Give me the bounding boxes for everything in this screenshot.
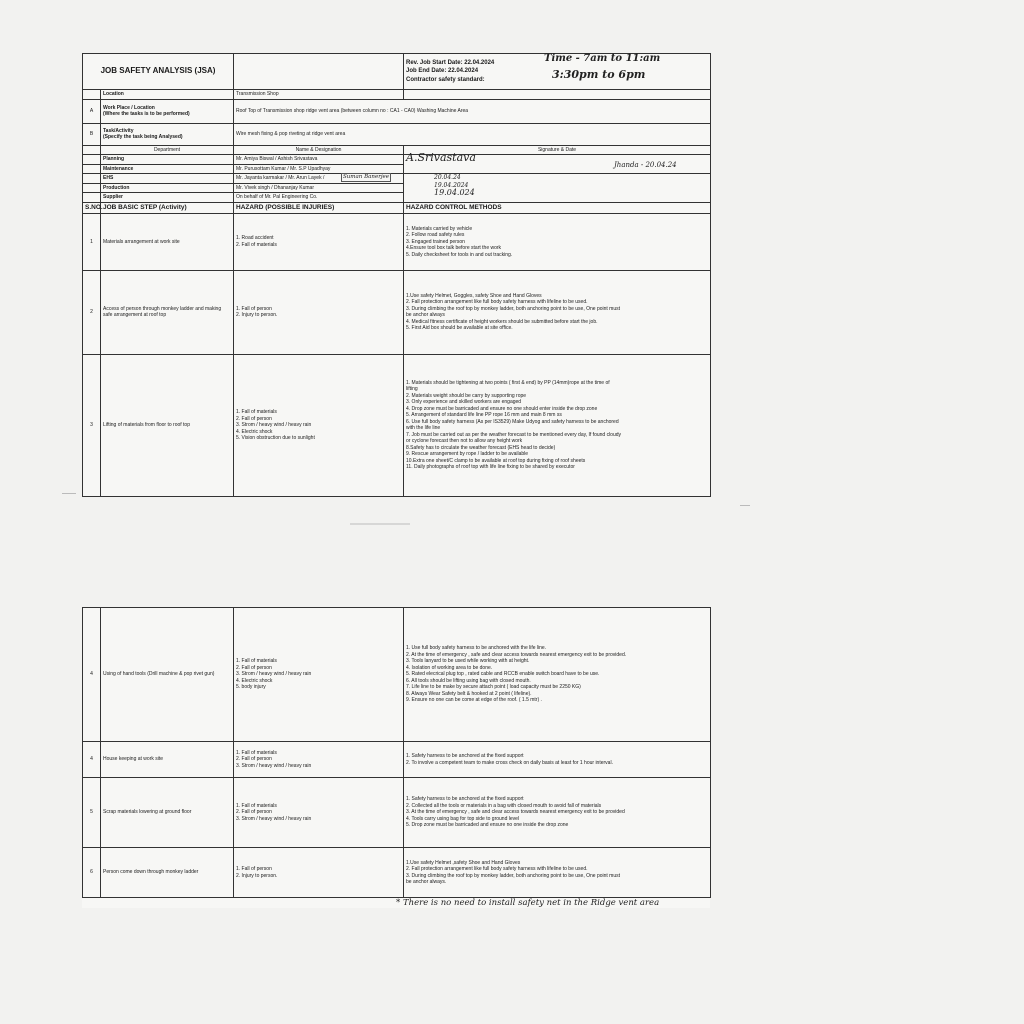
hazard-item: 2. Fall of person bbox=[236, 756, 272, 763]
scan-mark bbox=[350, 523, 410, 525]
signature-production: 19.04.2024 bbox=[434, 182, 469, 189]
table-row bbox=[83, 848, 711, 898]
jsa-sheet-page-1 bbox=[82, 53, 710, 497]
step-hazards bbox=[234, 270, 404, 354]
row-a-number: A bbox=[83, 99, 101, 123]
step-activity: Person come down through monkey ladder bbox=[101, 848, 234, 898]
name-maintenance: Mr. Purusottam Kumar / Mr. S.P Upadhyay bbox=[234, 164, 404, 174]
name-ehs bbox=[234, 174, 404, 184]
signature-planning: A.Srivastava bbox=[406, 151, 476, 164]
control-item: 11. Daily photographs of roof top with life line fixing to be shared by executor bbox=[406, 464, 575, 471]
control-item: 5. First Aid box should be available at site office. bbox=[406, 325, 513, 332]
hazard-item: 2. Fall of person bbox=[236, 809, 272, 816]
step-controls bbox=[404, 608, 711, 742]
scan-mark bbox=[740, 505, 750, 506]
hazard-item: 1. Fall of person bbox=[236, 305, 272, 312]
jsa-title: JOB SAFETY ANALYSIS (JSA) bbox=[83, 54, 234, 90]
hazard-item: 2. Fall of materials bbox=[236, 241, 277, 248]
table-row bbox=[83, 778, 711, 848]
control-item: 1. Materials carried by vehicle bbox=[406, 225, 473, 232]
control-item: be anchor always. bbox=[406, 879, 447, 885]
step-activity: Scrap materials lowering at ground floor bbox=[101, 778, 234, 848]
step-number: 6 bbox=[83, 848, 101, 898]
location-no-cell bbox=[83, 90, 101, 100]
task-label bbox=[101, 123, 234, 145]
step-activity: Using of hand tools (Drill machine & pop rivet gun) bbox=[101, 608, 234, 742]
control-item: 1. Safety harness to be anchored at the fixed support bbox=[406, 753, 524, 759]
step-number: 4 bbox=[83, 608, 101, 742]
step-controls bbox=[404, 213, 711, 270]
workplace-label-line2: (Where the tasks is to be performed) bbox=[103, 111, 190, 117]
location-value: Transmission Shop bbox=[234, 90, 404, 100]
control-item: 1. Safety harness to be anchored at the fixed support bbox=[406, 796, 524, 803]
control-item: 10.Extra one sheet/C clamp to be available at roof top during fixing of roof sheets bbox=[406, 457, 586, 464]
contractor-standard: Contractor safety standard: bbox=[406, 76, 485, 83]
table-row bbox=[83, 742, 711, 778]
control-item: 5. Daily checksheet for tools in and out tracking. bbox=[406, 251, 513, 258]
hazard-item: 1. Fall of person bbox=[236, 866, 272, 872]
control-item: 7. Life line to be make by secure attach point ( load capacity must be 2250 KG) bbox=[406, 684, 581, 691]
sign-col-header: Signature & Date bbox=[404, 145, 711, 155]
control-item: 3. During climbing the roof top by monkey ladder, both anchoring point to be use, One point must bbox=[406, 872, 621, 879]
control-item: 2. Fall protection arrangement like full body safety harness with lifeline to be used. bbox=[406, 299, 588, 306]
dept-row-blank bbox=[83, 164, 101, 174]
control-item: or cyclone forecast then not to allow any height work bbox=[406, 438, 523, 445]
signature-supplier: 19.04.024 bbox=[434, 188, 475, 197]
control-item: 5. Drop zone must be barricaded and ensure no one inside the drop zone bbox=[406, 822, 569, 829]
control-item: 2. Follow road safety rules bbox=[406, 232, 465, 239]
dept-row-blank bbox=[83, 174, 101, 184]
step-number: 5 bbox=[83, 778, 101, 848]
dept-row-blank bbox=[83, 193, 101, 203]
table-row bbox=[83, 354, 711, 496]
sign-planning-maintenance bbox=[404, 151, 711, 174]
dept-supplier: Supplier bbox=[101, 193, 234, 203]
hazard-item: 5. body injury bbox=[236, 684, 266, 691]
hazard-item: 3. Strom / heavy wind / heavy rain bbox=[236, 422, 312, 429]
dept-row-blank bbox=[83, 155, 101, 165]
dept-production: Production bbox=[101, 183, 234, 193]
control-item: 2. Materials weight should be carry by supporting rope bbox=[406, 392, 527, 399]
jsa-sheet-page-2 bbox=[82, 607, 710, 908]
control-item: 5. Rated elecrical plug top , rated cable and RCCB enable switch board have to be use. bbox=[406, 671, 600, 678]
step-hazards bbox=[234, 848, 404, 898]
handwritten-footnote: * There is no need to install safety net in the Ridge vent area bbox=[396, 898, 660, 908]
name-production: Mr. Vivek singh / Dhananjay Kumar bbox=[234, 183, 404, 193]
control-item: with the life line bbox=[406, 425, 441, 432]
hazard-item: 3. Strom / heavy wind / heavy rain bbox=[236, 762, 312, 769]
control-item: 3. During climbing the roof top by monkey ladder, both anchoring point to be use, One point must bbox=[406, 305, 621, 312]
rev-start-date: Rev. Job Start Date: 22.04.2024 bbox=[406, 59, 495, 66]
hazard-item: 1. Fall of materials bbox=[236, 749, 277, 756]
step-number: 3 bbox=[83, 354, 101, 496]
location-blank bbox=[404, 90, 711, 100]
hazard-item: 1. Fall of materials bbox=[236, 409, 277, 416]
control-header: HAZARD CONTROL METHODS bbox=[404, 202, 711, 213]
workplace-label bbox=[101, 99, 234, 123]
name-col-header: Name & Designation bbox=[234, 145, 404, 155]
dept-ehs: EHS bbox=[101, 174, 234, 184]
ehs-handwritten-name: Suman Banerjee bbox=[341, 173, 391, 182]
step-number: 2 bbox=[83, 270, 101, 354]
job-end-date: Job End Date: 22.04.2024 bbox=[406, 68, 479, 75]
hazard-item: 3. Strom / heavy wind / heavy rain bbox=[236, 671, 312, 678]
step-controls bbox=[404, 778, 711, 848]
task-label-line2: (Specify the task being Analysed) bbox=[103, 134, 183, 140]
control-item: 1.Use safety Helmet, Goggles, safety Shoe and Hand Gloves bbox=[406, 292, 542, 299]
control-item: 2. Fall protection arrangement like full body safety harness with lifeline to be used. bbox=[406, 866, 588, 872]
control-item: 4.Ensure tool box talk before start the work bbox=[406, 245, 502, 252]
hazard-item: 4. Electric shock bbox=[236, 677, 273, 684]
step-controls bbox=[404, 270, 711, 354]
step-number: 4 bbox=[83, 742, 101, 778]
jsa-continuation-table bbox=[82, 607, 711, 898]
control-item: 4. Medical fitness certificate of height workers should be submitted before start the job. bbox=[406, 318, 598, 325]
step-hazards bbox=[234, 778, 404, 848]
workplace-label-line1: Work Place / Location bbox=[103, 104, 155, 111]
control-item: 2. Collected all the tools or materials in a bag with closed mouth to avoid fall of materials bbox=[406, 802, 602, 809]
step-hazards bbox=[234, 213, 404, 270]
title-blank-cell bbox=[234, 54, 404, 90]
hazard-item: 1. Road accident bbox=[236, 235, 274, 242]
control-item: 3. Tools lanyard to be used while working with at height. bbox=[406, 658, 530, 665]
dept-no-cell bbox=[83, 145, 101, 155]
handwritten-time-note-1: Time - 7am to 11:am bbox=[544, 53, 661, 64]
hazard-item: 2. Fall of person bbox=[236, 415, 272, 422]
dept-maintenance: Maintenance bbox=[101, 164, 234, 174]
dept-row-blank bbox=[83, 183, 101, 193]
name-supplier: On behalf of Mr. Pal Engineering Co. bbox=[234, 193, 404, 203]
step-controls bbox=[404, 742, 711, 778]
step-number: 1 bbox=[83, 213, 101, 270]
hazard-item: 1. Fall of materials bbox=[236, 802, 277, 809]
control-item: 1. Materials should be tightening at two points ( first & end) by PP (14mm)rope at the time of bbox=[406, 379, 610, 386]
control-item: 8.Safety has to circulate the weather forecast (EHS head to decide) bbox=[406, 444, 556, 451]
sno-header: S.NO. bbox=[83, 202, 101, 213]
step-controls bbox=[404, 848, 711, 898]
step-hazards bbox=[234, 354, 404, 496]
table-row bbox=[83, 608, 711, 742]
control-item: 3. Only experience and skilled workers are engaged bbox=[406, 399, 522, 406]
step-hazards bbox=[234, 742, 404, 778]
control-item: lifting bbox=[406, 386, 418, 393]
control-item: be anchor always bbox=[406, 312, 445, 319]
control-item: 3. At the time of emergency , safe and clear access towards nearest emergency exit to be provided bbox=[406, 809, 625, 816]
control-item: 5. Arrangement of standard life line PP rope 16 mm and main 8 mm ss bbox=[406, 412, 562, 419]
table-row bbox=[83, 270, 711, 354]
step-activity: House keeping at work site bbox=[101, 742, 234, 778]
hazard-item: 2. Injury to person. bbox=[236, 872, 278, 879]
row-b-number: B bbox=[83, 123, 101, 145]
table-row bbox=[83, 213, 711, 270]
control-item: 2. To involve a competent team to make cross check on daily basis at least for 1 hour interval. bbox=[406, 759, 613, 766]
step-activity: Lifting of materials from floor to roof top bbox=[101, 354, 234, 496]
control-item: 6. All tools should be lifting using bag with closed mouth. bbox=[406, 677, 531, 684]
hazard-item: 3. Strom / heavy wind / heavy rain bbox=[236, 815, 312, 822]
sign-ehs-production-supplier bbox=[404, 174, 711, 203]
step-controls bbox=[404, 354, 711, 496]
workplace-value: Roof Top of Transmission shop ridge vent area (between column no : CA1 - CA0) Washing Machine Area bbox=[234, 99, 711, 123]
control-item: 1. Use full body safety harness to be anchored with the life line. bbox=[406, 645, 547, 652]
control-item: 4. Isolation of working area to be done. bbox=[406, 664, 493, 671]
control-item: 8. Always Wear Safety belt & hooked at 2 point ( lifeline). bbox=[406, 690, 532, 697]
hazard-item: 2. Injury to person. bbox=[236, 312, 278, 319]
hazard-item: 1. Fall of materials bbox=[236, 658, 277, 665]
job-dates-cell bbox=[404, 54, 711, 90]
control-item: 1.Use safety Helmet ,safety Shoe and Hand Gloves bbox=[406, 859, 521, 866]
dept-col-header: Department bbox=[101, 145, 234, 155]
task-label-line1: Task/Activity bbox=[103, 127, 134, 134]
signature-maintenance: Jhanda - 20.04.24 bbox=[614, 161, 677, 169]
control-item: 2. At the time of emergency , safe and clear access towards nearest emergency exit to be provided. bbox=[406, 651, 627, 658]
hazard-item: 5. Vision obstruction due to sunlight bbox=[236, 435, 315, 442]
control-item: 6. Use full body safety harness (As per IS3529) Make Udyog and safety harness to be anchored bbox=[406, 418, 619, 425]
hazard-header: HAZARD (POSSIBLE INJURIES) bbox=[234, 202, 404, 213]
location-label: Location bbox=[101, 90, 234, 100]
name-planning: Mr. Amiya Biswal / Ashish Srivastava bbox=[234, 155, 404, 165]
step-activity: Access of person through monkey ladder and making safe arrangement at roof top bbox=[101, 270, 234, 354]
name-ehs-text: Mr. Jayanta karmakar / Mr. Arun Layek / bbox=[236, 175, 325, 181]
hazard-item: 4. Electric shock bbox=[236, 428, 273, 435]
control-item: 9. Rescue arrangement by rope / ladder to be available bbox=[406, 451, 529, 458]
hazard-item: 2. Fall of person bbox=[236, 664, 272, 671]
handwritten-time-note-2: 3:30pm to 6pm bbox=[552, 68, 646, 81]
step-activity: Materials arrangement at work site bbox=[101, 213, 234, 270]
control-item: 4. Drop zone must be barricaded and ensure no one should enter inside the drop zone bbox=[406, 405, 598, 412]
scan-mark bbox=[62, 493, 76, 494]
control-item: 7. Job must be carried out as per the weather forecast to be mentioned every day, If found cloudy bbox=[406, 431, 622, 438]
control-item: 3. Engaged trained person bbox=[406, 238, 465, 245]
control-item: 4. Tools carry using bag for top side to ground level bbox=[406, 815, 520, 822]
jsa-header-table bbox=[82, 53, 711, 497]
dept-planning: Planning bbox=[101, 155, 234, 165]
task-value: Wire mesh fixing & pop riveting at ridge vent area bbox=[234, 123, 711, 145]
step-hazards bbox=[234, 608, 404, 742]
signature-ehs: 20.04.24 bbox=[434, 174, 461, 181]
step-header: JOB BASIC STEP (Activity) bbox=[101, 202, 234, 213]
control-item: 9. Ensure no one can be come at edge of the roof. ( 1.5 mtr) . bbox=[406, 697, 542, 704]
